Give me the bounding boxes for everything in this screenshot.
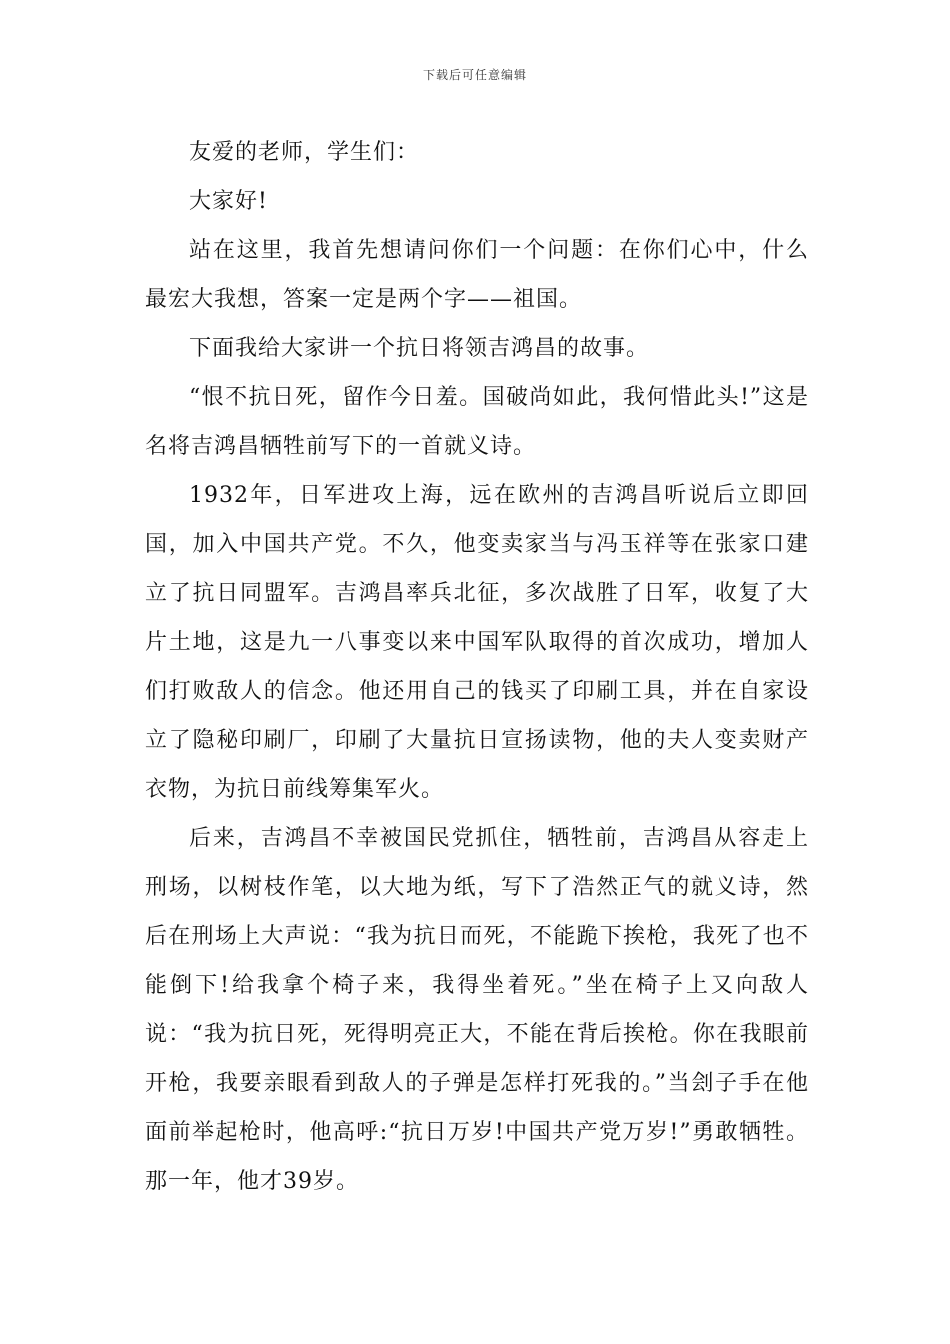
paragraph-1932: 1932年，日军进攻上海，远在欧州的吉鸿昌听说后立即回国，加入中国共产党。不久，他变卖家当与冯玉祥等在张家口建立了抗日同盟军。吉鸿昌率兵北征，多次战胜了日军，收复了大片土地，这是九一八事变以来中国军队取得的首次成功，增加人们打败敌人的信念。他还用自己的钱买了印刷工具，并在自家设立了隐秘印刷厂，印刷了大量抗日宣扬读物，他的夫人变卖财产衣物，为抗日前线筹集军火。 <box>145 483 809 802</box>
paragraph-greeting: 友爱的老师，学生们： <box>189 140 420 165</box>
paragraph-execution: 后来，吉鸿昌不幸被国民党抓住，牺牲前，吉鸿昌从容走上刑场，以树枝作笔，以大地为纸，写下了浩然正气的就义诗，然后在刑场上大声说：“我为抗日而死，不能跪下挨枪，我死了也不能倒下!给我拿个椅子来，我得坐着死。”坐在椅子上又向敌人说：“我为抗日死，死得明亮正大，不能在背后挨枪。你在我眼前开枪，我要亲眼看到敌人的子弹是怎样打死我的。”当刽子手在他面前举起枪时，他高呼:“抗日万岁!中国共产党万岁!”勇敢牺牲。那一年，他才39岁。 <box>145 826 809 1194</box>
paragraph-hello: 大家好! <box>189 189 268 214</box>
paragraph-story-intro: 下面我给大家讲一个抗日将领吉鸿昌的故事。 <box>189 336 650 361</box>
paragraph-question: 站在这里，我首先想请问你们一个问题：在你们心中，什么最宏大我想，答案一定是两个字——祖国。 <box>145 238 809 312</box>
paragraph-poem: “恨不抗日死，留作今日羞。国破尚如此，我何惜此头!”这是名将吉鸿昌牺牲前写下的一首就义诗。 <box>145 385 809 459</box>
page-header-note: 下载后可任意编辑 <box>422 68 527 82</box>
speech-body <box>145 128 809 1206</box>
